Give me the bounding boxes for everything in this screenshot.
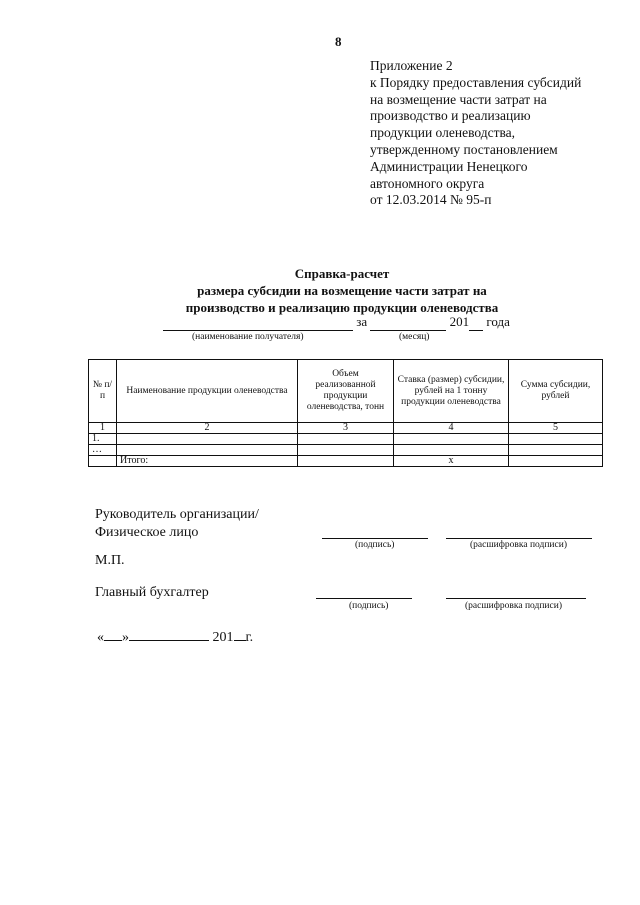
table-row <box>89 445 603 456</box>
date-year-blank <box>234 627 246 641</box>
title-line-3: производство и реализацию продукции оленеводства <box>185 300 499 315</box>
head-label-line-1: Руководитель организации/ <box>95 507 259 522</box>
stamp-label: М.П. <box>95 553 125 568</box>
month-blank <box>129 627 209 641</box>
appendix-line: на возмещение части затрат на <box>370 91 547 107</box>
year-suffix: года <box>486 314 510 329</box>
accountant-decoding-caption: (расшифровка подписи) <box>465 601 562 611</box>
table-cell <box>298 456 394 467</box>
title-line-2: размера субсидии на возмещение части затрат на <box>197 283 487 298</box>
index-cell: 4 <box>394 423 509 434</box>
header-num: № п/п <box>89 360 117 423</box>
head-decoding-caption: (расшифровка подписи) <box>470 540 567 550</box>
table-cell <box>509 445 603 456</box>
table-row <box>89 434 603 445</box>
index-cell: 3 <box>298 423 394 434</box>
header-sum: Сумма субсидии, рублей <box>509 360 603 423</box>
subsidy-table <box>88 359 603 467</box>
table-cell <box>117 445 298 456</box>
close-quote: » <box>122 630 129 645</box>
table-cell <box>394 445 509 456</box>
accountant-decoding-line <box>446 598 586 599</box>
day-blank <box>104 627 122 641</box>
table-header-row <box>89 360 603 423</box>
date-year-suffix: г. <box>245 630 254 645</box>
recipient-row <box>163 314 510 331</box>
document-title <box>0 265 640 316</box>
accountant-signature-caption: (подпись) <box>349 601 389 611</box>
title-line-1: Справка-расчет <box>294 266 390 281</box>
table-cell: 1. <box>89 434 117 445</box>
appendix-line: утвержденному постановлением <box>370 141 558 157</box>
head-signature-caption: (подпись) <box>355 540 395 550</box>
table-cell <box>117 434 298 445</box>
date-line <box>97 627 253 646</box>
table-cell <box>394 434 509 445</box>
head-signature-line <box>322 538 428 539</box>
month-caption: (месяц) <box>399 332 430 342</box>
index-cell: 5 <box>509 423 603 434</box>
month-blank <box>370 314 446 331</box>
table-cell <box>298 445 394 456</box>
header-volume: Объем реализованной продукции оленеводства, тонн <box>298 360 394 423</box>
table-cell <box>509 456 603 467</box>
accountant-label: Главный бухгалтер <box>95 585 209 600</box>
header-rate: Ставка (размер) субсидии, рублей на 1 тонну продукции оленеводства <box>394 360 509 423</box>
table-cell: … <box>89 445 117 456</box>
appendix-line: продукции оленеводства, <box>370 125 516 141</box>
head-label-line-2: Физическое лицо <box>95 525 199 540</box>
head-label <box>95 506 259 542</box>
index-cell: 1 <box>89 423 117 434</box>
appendix-line: Приложение 2 <box>370 58 453 73</box>
index-cell: 2 <box>117 423 298 434</box>
appendix-line: производство и реализацию <box>370 108 531 124</box>
table-cell <box>509 434 603 445</box>
open-quote: « <box>97 630 104 645</box>
za-label: за <box>356 314 368 329</box>
year-blank <box>469 314 483 331</box>
appendix-line: к Порядку предоставления субсидий <box>370 74 582 90</box>
appendix-line: автономного округа <box>370 175 485 191</box>
accountant-signature-line <box>316 598 412 599</box>
total-label: Итого: <box>117 456 298 467</box>
table-cell <box>298 434 394 445</box>
table-cell <box>89 456 117 467</box>
header-name: Наименование продукции оленеводства <box>117 360 298 423</box>
head-decoding-line <box>446 538 592 539</box>
recipient-name-blank <box>163 314 353 331</box>
table-index-row <box>89 423 603 434</box>
total-rate-mark: x <box>394 456 509 467</box>
appendix-line: от 12.03.2014 № 95-п <box>370 192 492 208</box>
recipient-caption: (наименование получателя) <box>192 332 304 342</box>
appendix-line: Администрации Ненецкого <box>370 158 528 174</box>
date-year-prefix: 201 <box>212 630 234 645</box>
appendix-block <box>370 58 581 209</box>
page-number: 8 <box>335 34 342 49</box>
year-prefix: 201 <box>449 314 470 329</box>
table-total-row <box>89 456 603 467</box>
